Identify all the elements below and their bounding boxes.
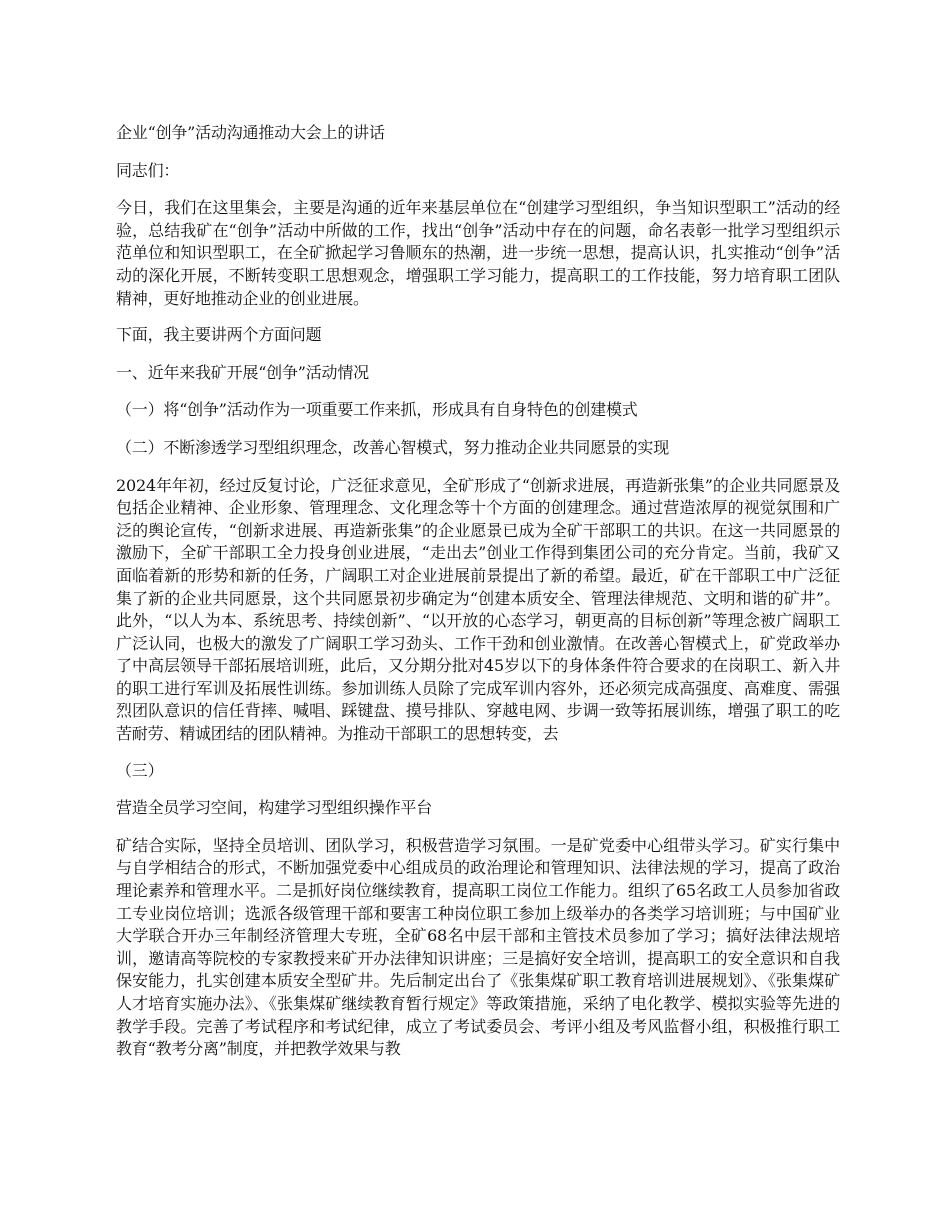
- subsection-number-3: （三）: [116, 760, 164, 780]
- paragraph-intro: 今日，我们在这里集会，主要是沟通的近年来基层单位在“创建学习型组织，争当知识型职工”活动的经验，总结我矿在“创争”活动中所做的工作，找出“创争”活动中存在的问题，命名表彰一批学习型组织示范单位和知识型职工，在全矿掀起学习鲁顺东的热潮，进一步统一思想，提高认识，扎实推动“创争”活动的深化开展，不断转变职工思想观念，增强职工学习能力，提高职工的工作技能，努力培育职工团队精神，更好地推动企业的创业进展。: [116, 198, 840, 308]
- paragraph-vision: 2024年年初，经过反复讨论，广泛征求意见，全矿形成了“创新求进展，再造新张集”的企业共同愿景及包括企业精神、企业形象、管理理念、文化理念等十个方面的创建理念。通过营造浓厚的视觉氛围和广泛的舆论宣传，“创新求进展、再造新张集”的企业愿景已成为全矿干部职工的共识。在这一共同愿景的激励下，全矿干部职工全力投身创业进展，“走出去”创业工作得到集团公司的充分肯定。当前，我矿又面临着新的形势和新的任务，广阔职工对企业进展前景提出了新的希望。最近，矿在干部职工中广泛征集了新的企业共同愿景，这个共同愿景初步确定为“创建本质安全、管理法律规范、文明和谐的矿井”。此外，“以人为本、系统思考、持续创新”、“以开放的心态学习，朝更高的目标创新”等理念被广阔职工广泛认同，也极大的激发了广阔职工学习劲头、工作干劲和创业激情。在改善心智模式上，矿党政举办了中高层领导干部拓展培训班，此后，又分期分批对45岁以下的身体条件符合要求的在岗职工、新入井的职工进行军训及拓展性训练。参加训练人员除了完成军训内容外，还必须完成高强度、高难度、需强烈团队意识的信任背摔、喊唱、踩键盘、摸号排队、穿越电网、步调一致等拓展训练，增强了职工的吃苦耐劳、精诚团结的团队精神。为推动干部职工的思想转变，去: [116, 475, 840, 744]
- salutation: 同志们：: [116, 160, 180, 180]
- subsection-heading-2: （二）不断渗透学习型组织理念，改善心智模式，努力推动企业共同愿景的实现: [116, 437, 670, 457]
- subsection-heading-1: （一）将“创争”活动作为一项重要工作来抓，形成具有自身特色的创建模式: [116, 400, 638, 420]
- document-title: 企业“创争”活动沟通推动大会上的讲话: [116, 123, 385, 142]
- section-heading-1: 一、近年来我矿开展“创争”活动情况: [116, 362, 369, 382]
- paragraph-learning: 矿结合实际，坚持全员培训、团队学习，积极营造学习氛围。一是矿党委中心组带头学习。矿实行集中与自学相结合的形式，不断加强党委中心组成员的政治理论和管理知识、法律法规的学习，提高了政治理论素养和管理水平。二是抓好岗位继续教育，提高职工岗位工作能力。组织了65名政工人员参加省政工专业岗位培训；选派各级管理干部和要害工种岗位职工参加上级举办的各类学习培训班；与中国矿业大学联合开办三年制经济管理大专班，全矿68名中层干部和主管技术员参加了学习；搞好法律法规培训，邀请高等院校的专家教授来矿开办法律知识讲座；三是搞好安全培训，提高职工的安全意识和自我保安能力，扎实创建本质安全型矿井。先后制定出台了《张集煤矿职工教育培训进展规划》、《张集煤矿人才培育实施办法》、《张集煤矿继续教育暂行规定》等政策措施，采纳了电化教学、模拟实验等先进的教学手段。完善了考试程序和考试纪律，成立了考试委员会、考评小组及考风监督小组，积极推行职工教育“教考分离”制度，并把教学效果与教: [116, 835, 840, 1059]
- paragraph-outline: 下面，我主要讲两个方面问题: [116, 325, 322, 345]
- subsection-heading-3: 营造全员学习空间，构建学习型组织操作平台: [116, 798, 433, 818]
- document-page: [116, 122, 840, 1075]
